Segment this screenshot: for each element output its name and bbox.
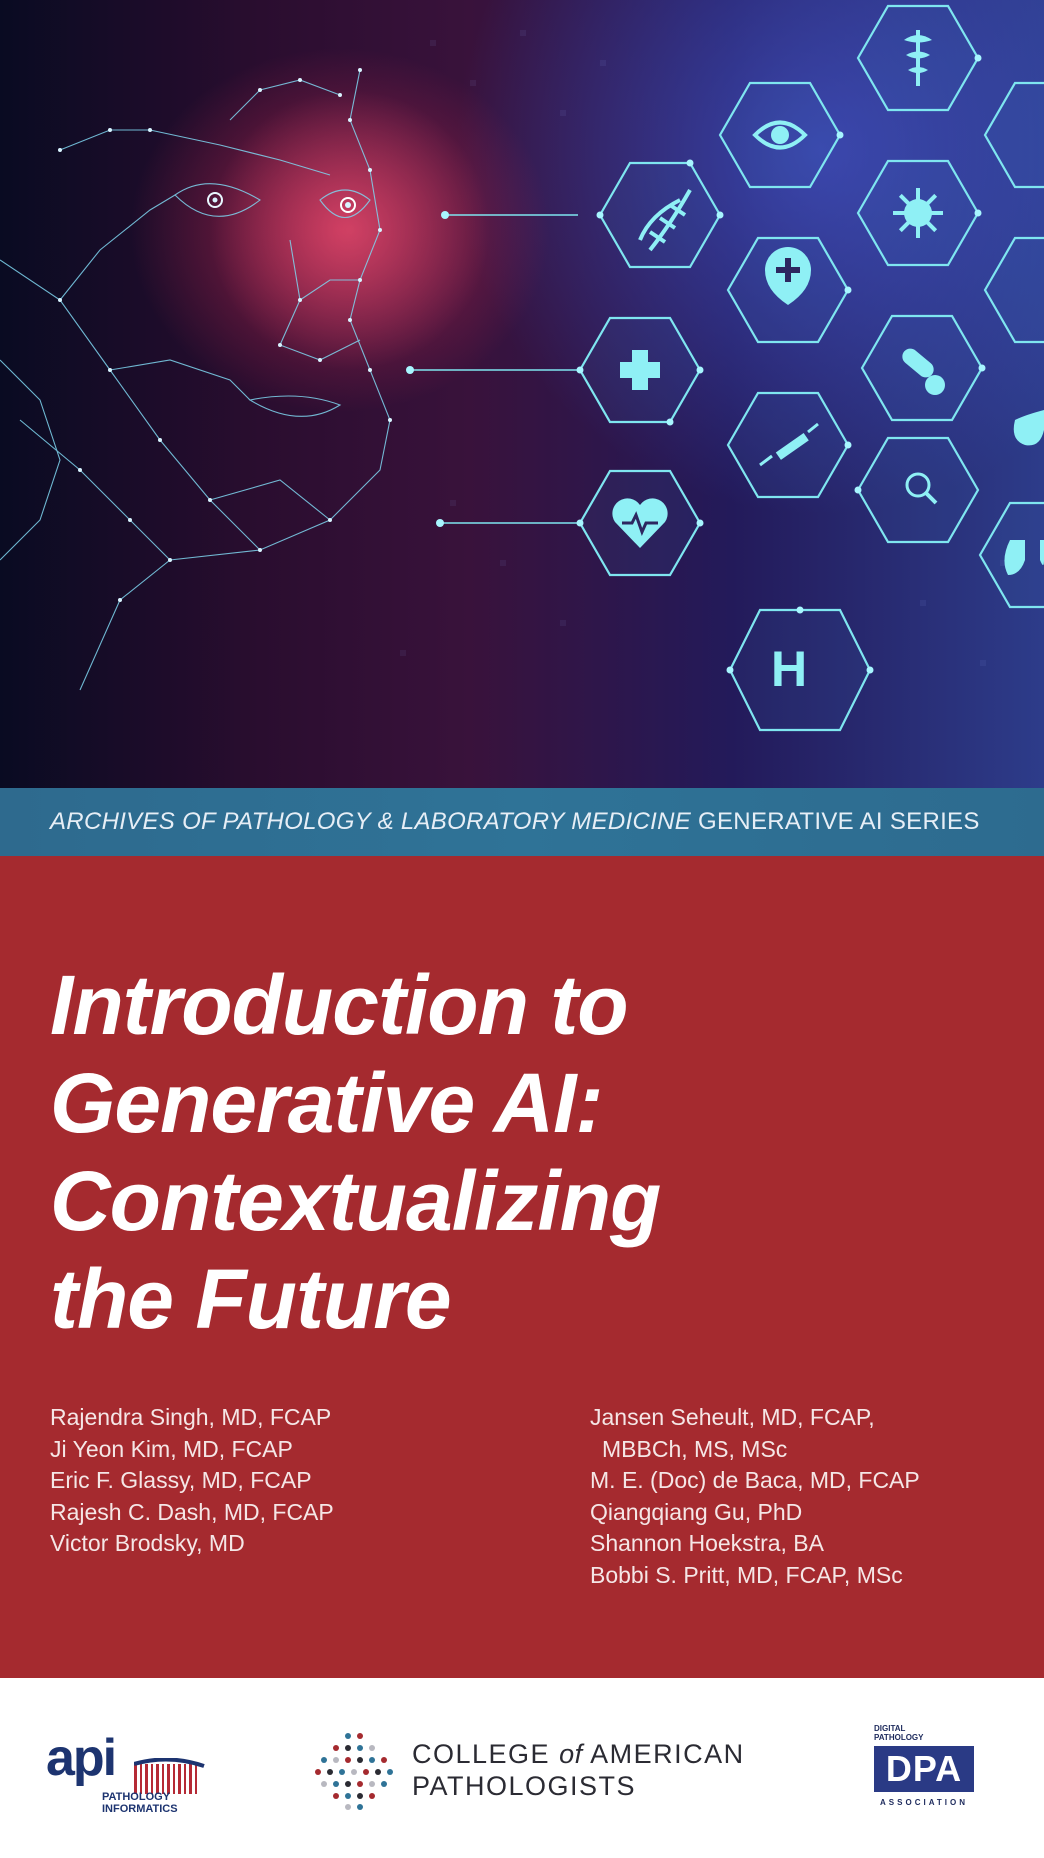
author-name: Qiangqiang Gu, PhD [590,1498,803,1525]
api-logo-word: api [46,1729,116,1787]
title-line: the Future [50,1252,451,1346]
title-line: Generative AI: [50,1056,603,1150]
dpa-logo-top-text: DIGITAL PATHOLOGY [874,1724,924,1742]
series-banner [0,788,1044,856]
api-barcode-graphic [134,1758,206,1794]
author-name: Jansen Seheult, MD, FCAP, [590,1404,875,1430]
author-name: Eric F. Glassy, MD, FCAP [50,1467,312,1493]
author-name: Shannon Hoekstra, BA [590,1530,824,1556]
series-label [50,808,980,836]
cap-logo-wordmark: COLLEGE of AMERICAN PATHOLOGISTS [412,1739,745,1801]
author-credentials-continued: MBBCh, MS, MSc [602,1435,788,1462]
page-title [50,956,950,1348]
cap-dot-grid-mark [314,1730,400,1810]
title-line: Introduction to [50,958,628,1052]
api-pathology-informatics-logo [46,1728,206,1818]
college-of-american-pathologists-logo [314,1726,784,1816]
virus-icon [893,188,943,238]
author-name: M. E. (Doc) de Baca, MD, FCAP [590,1467,920,1493]
series-name: GENERATIVE AI SERIES [698,808,980,835]
title-panel [0,856,1044,1678]
author-name: Victor Brodsky, MD [50,1530,245,1556]
dpa-logo-mark: DPA [874,1746,974,1792]
svg-text:H: H [770,641,808,697]
stomach-icon [1014,410,1044,445]
author-name: Ji Yeon Kim, MD, FCAP [50,1435,293,1462]
author-name: Bobbi S. Pritt, MD, FCAP, MSc [590,1561,903,1588]
digital-pathology-association-logo [872,1724,982,1824]
authors-right-column [590,1402,920,1591]
api-logo-subtitle: PATHOLOGY INFORMATICS [102,1791,178,1815]
author-name: Rajendra Singh, MD, FCAP [50,1404,332,1430]
dpa-logo-bottom-text: ASSOCIATION [880,1798,968,1807]
sponsor-logos-footer [0,1678,1044,1858]
hero-illustration [0,0,1044,788]
title-line: Contextualizing [50,1154,661,1248]
eye-glow [210,90,490,370]
author-name: Rajesh C. Dash, MD, FCAP [50,1498,334,1525]
journal-name: ARCHIVES OF PATHOLOGY & LABORATORY MEDICINE [50,808,692,835]
hospital-h-icon [771,641,807,697]
cover-hero-image [0,0,1044,788]
authors-left-column [50,1402,334,1560]
